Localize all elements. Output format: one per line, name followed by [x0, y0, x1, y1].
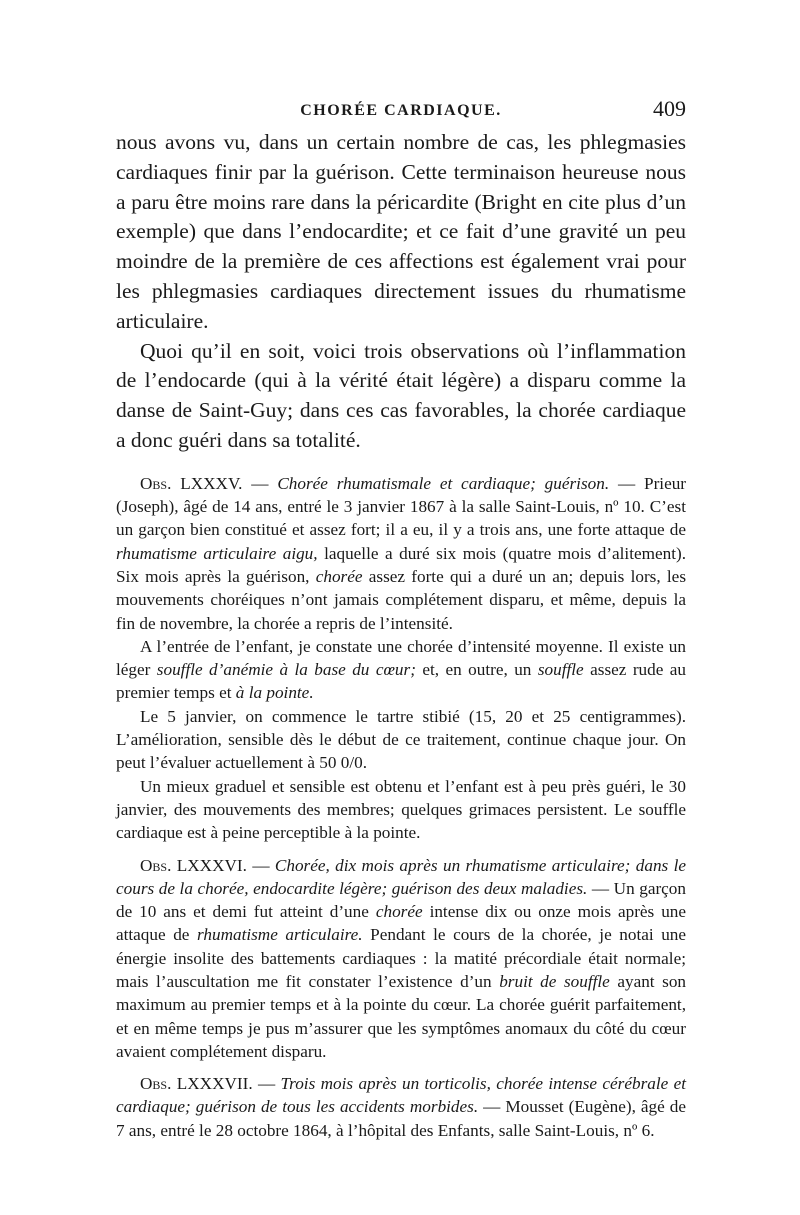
- obs-86-text-2: intense dix ou onze mois après une attaque de: [116, 902, 687, 945]
- obs-86-text-1: — Un garçon de 10 ans et demi fut atteint d’une: [116, 878, 686, 922]
- obs-85-p2-text-a: A l’entrée de l’enfant, je constate une chorée d’intensité moyenne. Il existe un léger: [116, 636, 686, 680]
- obs-85-italic-1: rhumatisme articulaire aigu,: [116, 543, 318, 563]
- obs-87-text-1: — Mousset (Eugène), âgé de 7 ans, entré le 28 octobre 1864, à l’hôpital des Enfants, salle Saint-Louis, nº 6.: [116, 1097, 687, 1140]
- observation-85: [116, 472, 686, 635]
- obs-86-label: Obs. LXXXVI. —: [140, 855, 270, 875]
- obs-85-label: Obs. LXXXV. —: [140, 473, 269, 493]
- obs-85-p2-italic-1: souffle d’anémie à la base du cœur;: [156, 660, 416, 680]
- paragraph-intro: nous avons vu, dans un certain nombre de cas, les phlegmasies cardiaques finir par la guérison. Cette terminaison heureuse nous a paru être moins rare dans la péricardite (Bright en cite plus d’un exemple) que dans l’endocardite; et ce fait d’une gravité un peu moindre de la première de ces affections est également vrai pour les phlegmasies cardiaques directement issues du rhumatisme articulaire.: [116, 130, 686, 333]
- observation-86: [116, 854, 686, 1064]
- page-header: [116, 96, 686, 126]
- obs-86-text-4: ayant son maximum au premier temps et à la pointe du cœur. La chorée guérit parfaitement, et en même temps je pus m’assurer que les symptômes anomaux du côté du cœur avaient complétement disparu.: [116, 972, 687, 1061]
- obs-85-text-3: assez forte qui a duré un an; depuis lors, les mouvements choréiques n’ont jamais complétement disparu, et même, depuis la fin de novembre, la chorée a repris de l’intensité.: [116, 566, 687, 633]
- obs-85-p2-text-c: assez rude au premier temps et: [116, 660, 687, 703]
- running-title: CHORÉE CARDIAQUE.: [300, 102, 502, 119]
- paragraph-observations-intro: Quoi qu’il en soit, voici trois observations où l’inflammation de l’endocarde (qui à la vérité était légère) a disparu comme la danse de Saint-Guy; dans ces cas favorables, la chorée cardiaque a donc guéri dans sa totalité.: [116, 338, 686, 452]
- page-number: 409: [653, 96, 686, 121]
- obs-85-p2-italic-3: à la pointe.: [235, 683, 314, 703]
- page-body: [116, 128, 686, 1142]
- obs-85-paragraph-2: [116, 635, 686, 705]
- obs-87-label: Obs. LXXXVII. —: [140, 1074, 276, 1094]
- obs-86-text-3: Pendant le cours de la chorée, je notai une énergie insolite des battements cardiaques : la matité précordiale était normale; mais l’auscultation me fit constater l’existence d’un: [116, 925, 687, 991]
- obs-85-paragraph-3: Le 5 janvier, on commence le tartre stibié (15, 20 et 25 centigrammes). L’amélioration, sensible dès le début de ce traitement, continue chaque jour. On peut l’évaluer actuellement à 50 0/0.: [116, 706, 686, 773]
- obs-86-italic-3: bruit de souffle: [499, 972, 610, 991]
- obs-85-text-1: — Prieur (Joseph), âgé de 14 ans, entré le 3 janvier 1867 à la salle Saint-Louis, nº 10. C’est un garçon bien constitué et assez fort; il a eu, il y a trois ans, une forte attaque de: [116, 473, 687, 540]
- observation-87: [116, 1072, 686, 1142]
- obs-85-italic-2: chorée: [315, 566, 363, 586]
- obs-86-italic-1: chorée: [375, 902, 423, 922]
- obs-85-p2-italic-2: souffle: [537, 660, 584, 680]
- obs-86-italic-2: rhumatisme articulaire.: [197, 925, 363, 945]
- obs-85-p2-text-b: et, en outre, un: [422, 660, 532, 680]
- obs-85-paragraph-4: Un mieux graduel et sensible est obtenu et l’enfant est à peu près guéri, le 30 janvier, des mouvements des membres; quelques grimaces persistent. Le souffle cardiaque est à peine perceptible à la pointe.: [116, 776, 686, 843]
- obs-85-text-2: laquelle a duré six mois (quatre mois d’alitement). Six mois après la guérison,: [116, 543, 686, 586]
- obs-87-title: Trois mois après un torticolis, chorée intense cérébrale et cardiaque; guérison de tous les accidents morbides.: [116, 1074, 687, 1117]
- obs-86-title: Chorée, dix mois après un rhumatisme articulaire; dans le cours de la chorée, endocardite légère; guérison des deux maladies.: [116, 855, 687, 898]
- obs-85-title: Chorée rhumatismale et cardiaque; guérison.: [277, 473, 610, 493]
